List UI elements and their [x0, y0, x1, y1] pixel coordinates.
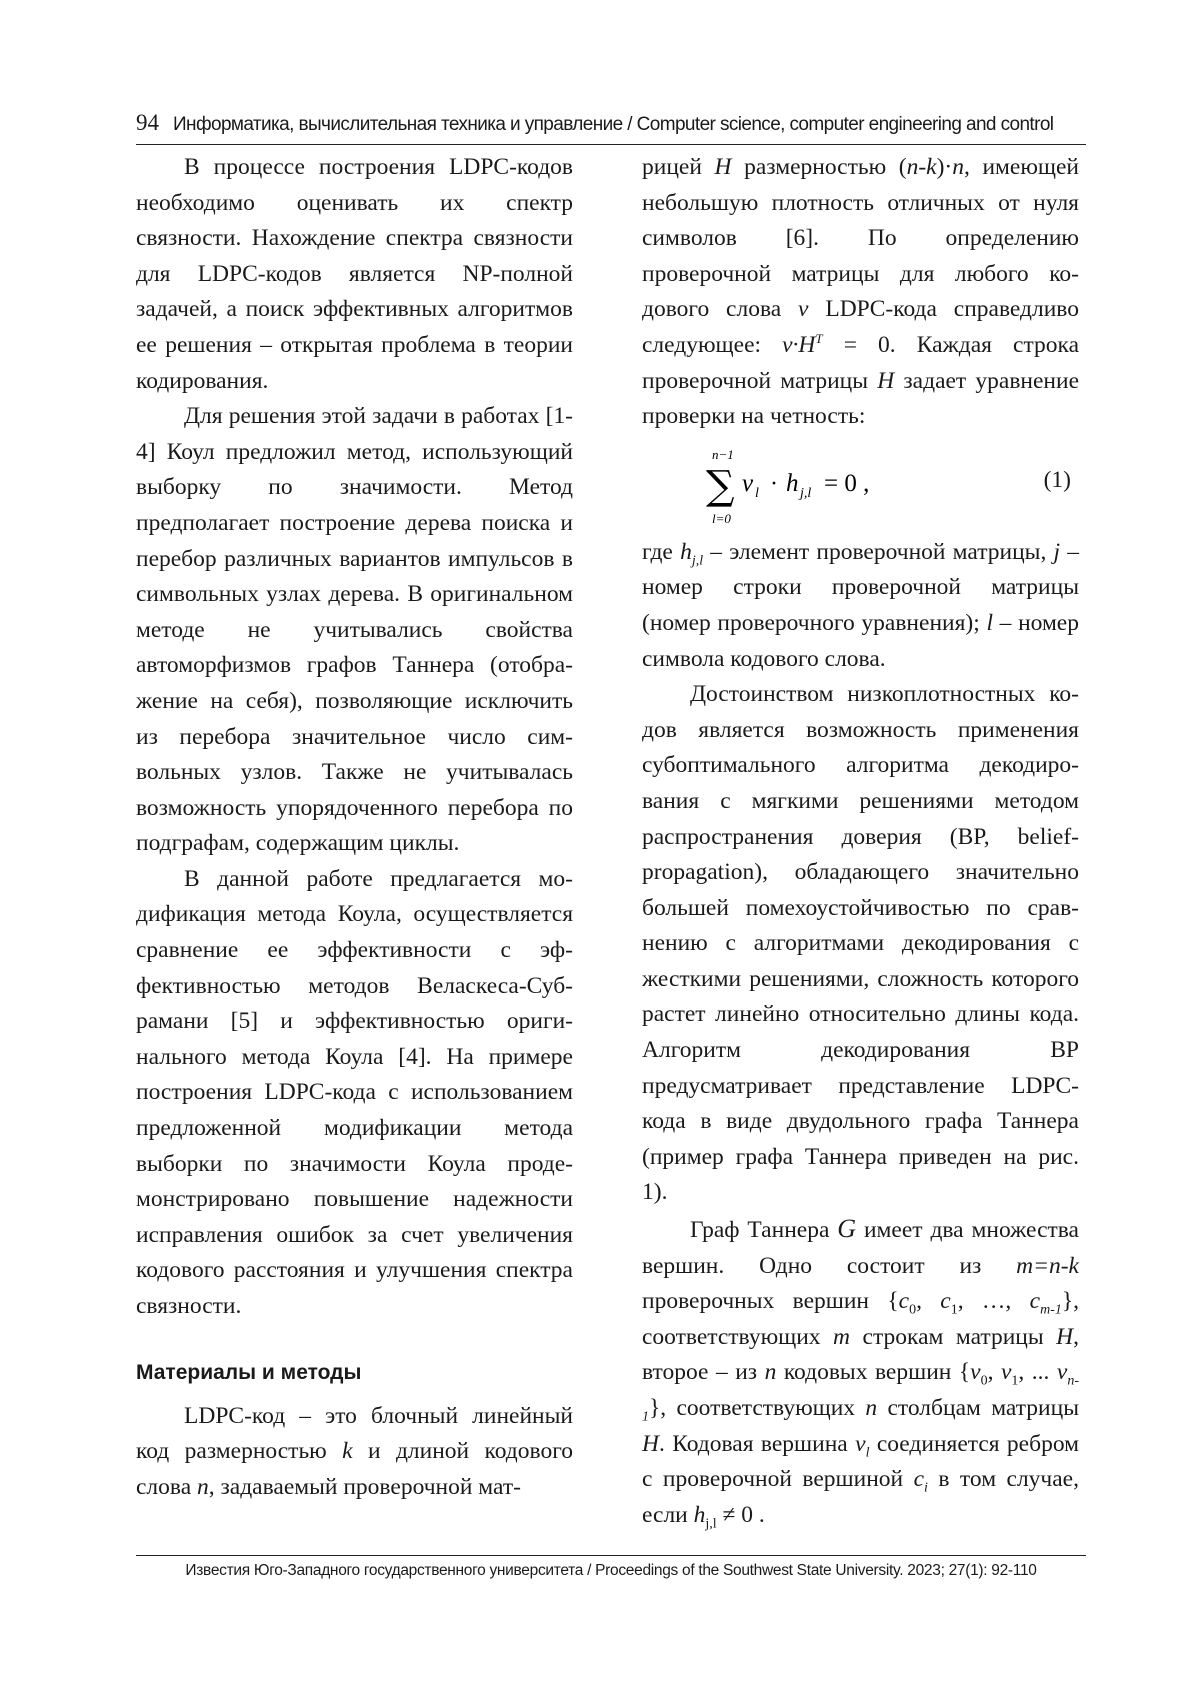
paragraph: Достоинством низкоплотностных кодов является возможность применения субоптимального алгоритма декодирования с мягкими решениями методом распространения доверия (BP, belief-propagation), обладающего значительно большей помехоустойчивостью по сравнению с алгоритмами декодирования с жесткими решениями, сложность которого растет линейно относительно длины кода. Алгоритм декодирования BP предусматривает представление LDPC-кода в виде двудольного графа Таннера (пример графа Таннера приведен на рис. 1). — [642, 681, 1079, 1206]
sum-equation — [692, 437, 932, 535]
page-number: 94 — [136, 110, 159, 135]
eq-sub-jl: j,l — [800, 485, 812, 501]
eq-rhs: = 0 , — [824, 469, 870, 497]
footer-rule — [136, 1555, 1086, 1556]
sum-lower-limit: l=0 — [712, 510, 731, 526]
eq-h: h — [786, 469, 799, 497]
paragraph: рицей H размерностью (n-k)·n, имеющей небольшую плотность отличных от нуля символов [6]. По определению проверочной матрицы для любого кодового слова v LDPC-кода справедливо следующее: $v\cdot H^T = 0$. Каждая строка проверочной матрицы H задает уравнение проверки на четность: — [642, 154, 1080, 430]
section-heading: Материалы и методы — [136, 1360, 362, 1384]
running-header — [136, 110, 1086, 144]
paragraph: В процессе построения LDPC-кодов необходимо оценивать их спектр связности. Нахождение спектра связности для LDPC-кодов является NP-полной задачей, а поиск эффективных алгоритмов ее решения – открытая проблема в теории кодирования. — [136, 154, 573, 394]
equation-1 — [642, 437, 1079, 535]
equation-number: (1) — [1043, 466, 1071, 493]
header-rule — [136, 144, 1086, 145]
eq-sub-l: l — [755, 485, 759, 501]
sigma-symbol: ∑ — [706, 462, 735, 509]
running-title: Информатика, вычислительная техника и управление / Computer science, computer engineering and control — [173, 114, 1054, 135]
eq-v: v — [742, 469, 754, 497]
paragraph: LDPC-код – это блочный линейный код размерностью k и длиной кодового слова n, задаваемый проверочной мат- — [136, 1402, 573, 1500]
left-column — [136, 150, 573, 1505]
paragraph: где $h_{j,l}$ – элемент проверочной матрицы, j – номер строки проверочной матрицы (номер проверочного уравнения); l – номер символа кодового слова. — [642, 538, 1080, 672]
paragraph: Граф Таннера G имеет два множества вершин. Одно состоит из m=n-k проверочных вершин {$c_0$, $c_1$, …, $c_{m-1}$}, соответствующих m строкам матрицы H, второе – из n кодовых вершин {$v_0$, $v_1$, ... $v_{n-1}$}, соответствующих n столбцам матрицы H. Кодовая вершина $v_l$ соединяется ребром с проверочной вершиной $c_i$ в том случае, если $h_{j,l} \ne 0$ . — [642, 1214, 1080, 1532]
paragraph: Для решения этой задачи в работах [1-4] Коул предложил метод, использующий выборку по значимости. Метод предполагает построение дерева поиска и перебор различных вариантов импульсов в символьных узлах дерева. В оригинальном методе не учитывались свойства автоморфизмов графов Таннера (отображение на себя), позволяющие исключить из перебора значительное число символьных узлов. Также не учитывалась возможность упорядоченного перебора по подграфам, содержащим циклы. — [136, 403, 573, 857]
sum-upper-limit: n−1 — [712, 446, 734, 462]
paragraph: В данной работе предлагается модификация метода Коула, осуществляется сравнение ее эффективности с эффективностью методов Веласкеса-Субрамани [5] и эффективностью оригинального метода Коула [4]. На примере построения LDPC-кода с использованием предложенной модификации метода выборки по значимости Коула продемонстрировано повышение надежности исправления ошибок за счет увеличения кодового расстояния и улучшения спектра связности. — [136, 865, 573, 1319]
right-column — [642, 150, 1079, 1533]
journal-footer: Известия Юго-Западного государственного университета / Proceedings of the Southwest State University. 2023; 27(1): 92-110 — [185, 1562, 1037, 1579]
eq-dot: · — [770, 470, 778, 497]
